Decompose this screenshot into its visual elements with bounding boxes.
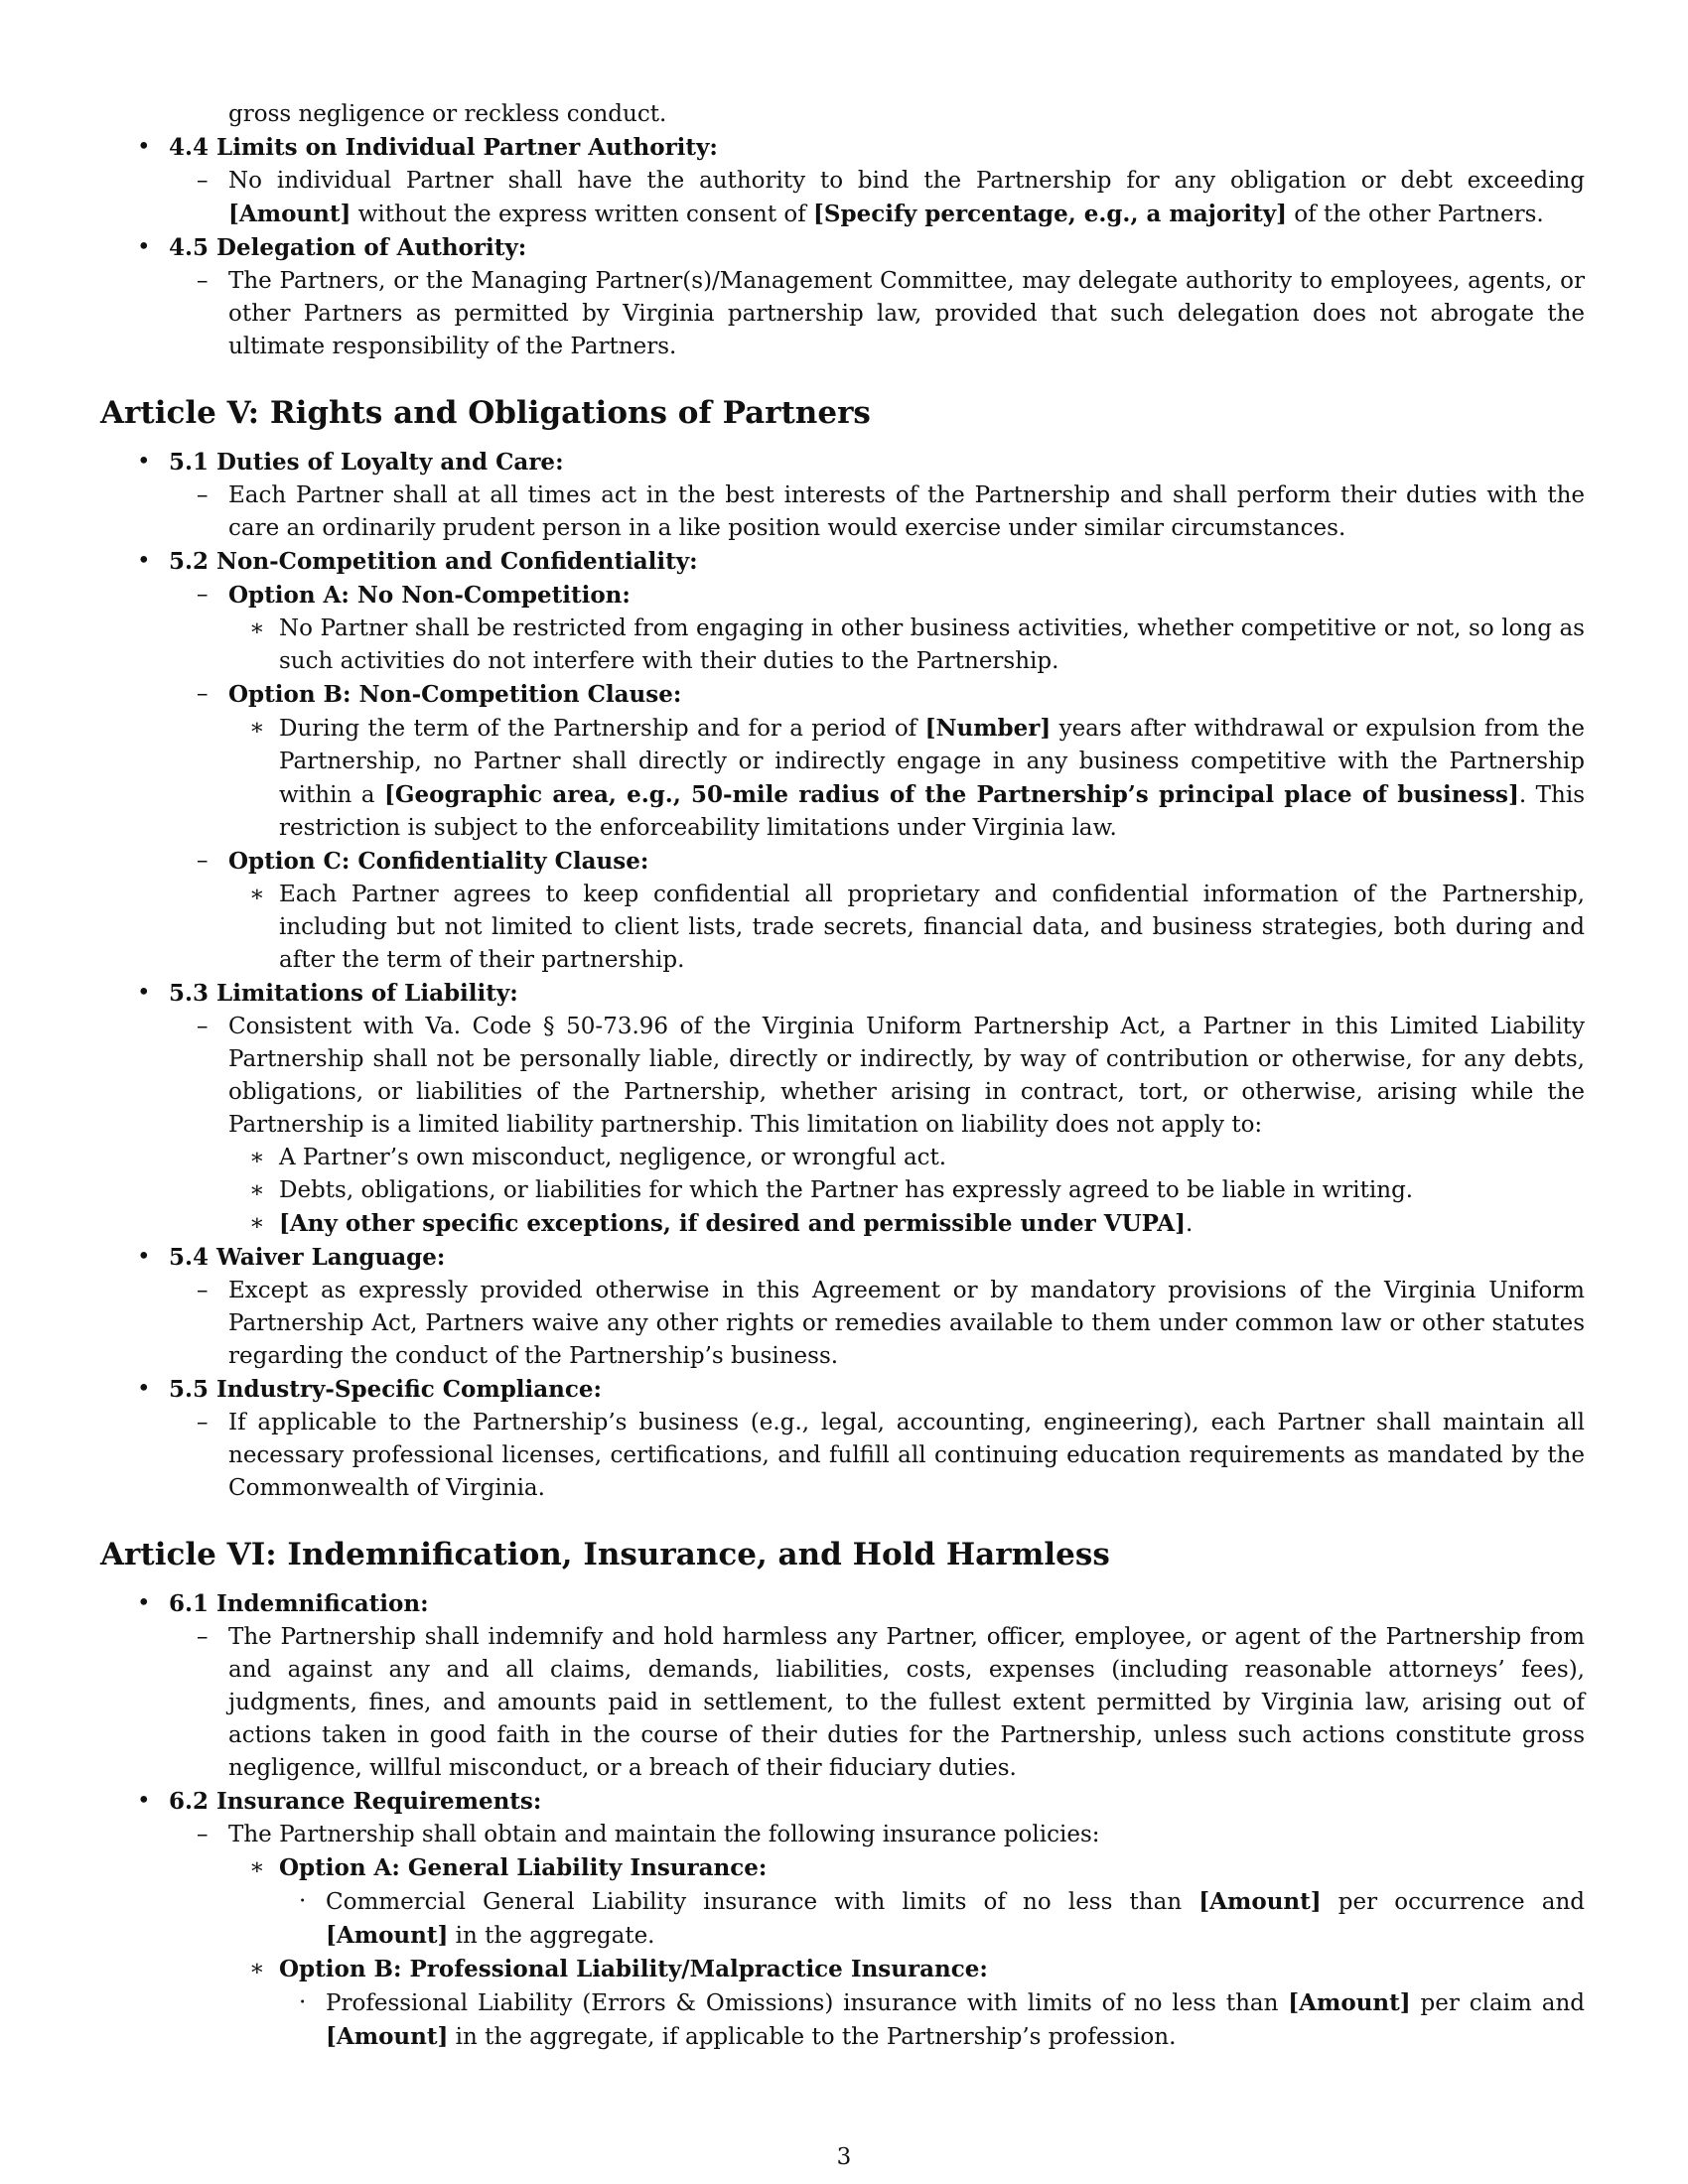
placeholder-field: [Amount]: [1198, 1888, 1322, 1915]
section-title: 5.3 Limitations of Liability:: [169, 980, 518, 1007]
bullet-marker: •: [137, 1590, 151, 1616]
option-title: Option A: General Liability Insurance:: [279, 1854, 768, 1881]
placeholder-field: [Number]: [924, 715, 1052, 742]
text-run: Except as expressly provided otherwise in this Agreement or by mandatory provisions of the Virginia Uniform Partnership Act, Partners waive any other rights or remedies available to them under common law or other statutes regarding the conduct of the Partnership’s business.: [228, 1278, 1585, 1369]
section-5-5: [100, 1373, 1585, 1407]
placeholder-field: [Any other specific exceptions, if desired and permissible under VUPA]: [279, 1210, 1186, 1237]
text-run: . This restriction is subject to the enforceability limitations under Virginia law.: [279, 782, 1585, 841]
text-run: without the express written consent of: [351, 202, 814, 227]
placeholder-field: [Specify percentage, e.g., a majority]: [813, 201, 1287, 227]
dash-marker: –: [197, 681, 209, 707]
dot-marker: ·: [299, 1888, 307, 1914]
carry-over-text: gross negligence or reckless conduct.: [228, 101, 667, 127]
section-5-5-text: [100, 1407, 1585, 1505]
dash-marker: –: [197, 268, 209, 294]
text-run: A Partner’s own misconduct, negligence, or wrongful act.: [279, 1145, 947, 1170]
star-marker: ∗: [249, 1177, 265, 1203]
text-run: If applicable to the Partnership’s business (e.g., legal, accounting, engineering), each Partner shall maintain all necessary professional licenses, certifications, and fulfill all continuing education requirements as mandated by the Commonwealth of Virginia.: [228, 1410, 1585, 1501]
star-marker: ∗: [249, 1210, 265, 1236]
star-marker: ∗: [249, 615, 265, 641]
bullet-marker: •: [137, 1788, 151, 1814]
text-run: Commercial General Liability insurance with limits of no less than: [326, 1889, 1199, 1915]
section-title: 4.5 Delegation of Authority:: [169, 234, 527, 261]
dash-marker: –: [197, 1278, 209, 1303]
bullet-marker: •: [137, 548, 151, 574]
option-title: Option B: Non-Competition Clause:: [228, 681, 682, 708]
text-run: The Partners, or the Managing Partner(s)/Management Committee, may delegate authority to employees, agents, or other Partners as permitted by Virginia partnership law, provided that such delegation does not abrogate the ultimate responsibility of the Partners.: [228, 268, 1585, 359]
star-marker: ∗: [249, 1854, 265, 1880]
section-4-4-text: [100, 165, 1585, 231]
dash-marker: –: [197, 1822, 209, 1847]
insurance-option-b-text: [100, 1986, 1585, 2054]
option-title: Option C: Confidentiality Clause:: [228, 848, 649, 875]
text-run: During the term of the Partnership and for a period of: [279, 716, 925, 742]
option-c-title: [100, 845, 1585, 879]
text-run: per claim and: [1410, 1990, 1585, 2016]
section-5-3-text: [100, 1011, 1585, 1142]
text-run: No Partner shall be restricted from engaging in other business activities, whether competitive or not, so long as such activities do not interfere with their duties to the Partnership.: [279, 615, 1585, 674]
section-5-1-text: [100, 479, 1585, 545]
placeholder-field: [Geographic area, e.g., 50-mile radius of the Partnership’s principal place of business]: [383, 781, 1519, 808]
option-c-text: [100, 879, 1585, 977]
section-title: 5.2 Non-Competition and Confidentiality:: [169, 548, 698, 575]
option-b-text: [100, 712, 1585, 845]
insurance-option-a-title: [100, 1851, 1585, 1885]
option-a-text: [100, 613, 1585, 678]
section-title: 5.1 Duties of Loyalty and Care:: [169, 449, 564, 476]
option-a-title: [100, 579, 1585, 613]
text-run: The Partnership shall indemnify and hold harmless any Partner, officer, employee, or agent of the Partnership from and against any and all claims, demands, liabilities, costs, expenses (including reasonable attorneys’ fees), judgments, fines, and amounts paid in settlement, to the fullest extent permitted by Virginia law, arising out of actions taken in good faith in the course of their duties for the Partnership, unless such actions constitute gross negligence, willful misconduct, or a breach of their fiduciary duties.: [228, 1624, 1585, 1781]
section-4-4: [100, 131, 1585, 165]
exception-item: [100, 1142, 1585, 1174]
text-run: The Partnership shall obtain and maintain the following insurance policies:: [228, 1822, 1100, 1847]
section-4-5-text: [100, 265, 1585, 363]
text-run: Debts, obligations, or liabilities for which the Partner has expressly agreed to be liable in writing.: [279, 1177, 1414, 1203]
dash-marker: –: [197, 482, 209, 508]
section-6-2: [100, 1785, 1585, 1819]
dash-marker: –: [197, 582, 209, 608]
section-title: 6.1 Indemnification:: [169, 1590, 429, 1617]
bullet-marker: •: [137, 1244, 151, 1270]
section-6-2-intro: [100, 1819, 1585, 1851]
bullet-marker: •: [137, 449, 151, 475]
section-6-1-text: [100, 1621, 1585, 1785]
option-title: Option B: Professional Liability/Malpractice Insurance:: [279, 1956, 988, 1982]
text-run: in the aggregate.: [448, 1923, 655, 1949]
section-4-5: [100, 231, 1585, 265]
dot-marker: ·: [299, 1989, 307, 2015]
bullet-marker: •: [137, 234, 151, 260]
placeholder-field: [Amount]: [228, 201, 352, 227]
exception-item: [100, 1174, 1585, 1207]
exception-item: [100, 1207, 1585, 1241]
star-marker: ∗: [249, 715, 265, 741]
placeholder-field: [Amount]: [326, 2023, 449, 2050]
section-5-4: [100, 1241, 1585, 1275]
dash-marker: –: [197, 168, 209, 194]
placeholder-field: [Amount]: [326, 1922, 449, 1949]
dash-marker: –: [197, 1624, 209, 1650]
star-marker: ∗: [249, 882, 265, 907]
bullet-marker: •: [137, 134, 151, 160]
insurance-option-b-title: [100, 1953, 1585, 1986]
text-run: Each Partner agrees to keep confidential all proprietary and confidential information of the Partnership, including but not limited to client lists, trade secrets, financial data, and business strategies, both during and after the term of their partnership.: [279, 882, 1585, 973]
insurance-option-a-text: [100, 1885, 1585, 1953]
placeholder-field: [Amount]: [1288, 1989, 1411, 2016]
bullet-marker: •: [137, 980, 151, 1006]
text-run: in the aggregate, if applicable to the Partnership’s profession.: [448, 2024, 1177, 2050]
section-5-2: [100, 545, 1585, 579]
section-5-1: [100, 446, 1585, 479]
text-run: Consistent with Va. Code § 50-73.96 of the Virginia Uniform Partnership Act, a Partner in this Limited Liability Partnership shall not be personally liable, directly or indirectly, by way of contribution or otherwise, for any debts, obligations, or liabilities of the Partnership, whether arising in contract, tort, or otherwise, arising while the Partnership is a limited liability partnership. This limitation on liability does not apply to:: [228, 1014, 1585, 1138]
section-title: 6.2 Insurance Requirements:: [169, 1788, 542, 1815]
text-run: Professional Liability (Errors & Omissions) insurance with limits of no less than: [326, 1990, 1289, 2016]
section-5-4-text: [100, 1275, 1585, 1373]
text-run: years after withdrawal or expulsion from the Partnership, no Partner shall directly or indirectly engage in any business competitive with the Partnership within a: [279, 716, 1585, 808]
bullet-marker: •: [137, 1376, 151, 1402]
text-run: of the other Partners.: [1287, 202, 1544, 227]
option-b-title: [100, 678, 1585, 712]
section-title: 5.4 Waiver Language:: [169, 1244, 446, 1271]
article-5-heading: Article V: Rights and Obligations of Partners: [100, 395, 871, 431]
section-title: 5.5 Industry-Specific Compliance:: [169, 1376, 603, 1403]
star-marker: ∗: [249, 1145, 265, 1170]
text-run: .: [1186, 1211, 1194, 1237]
text-run: No individual Partner shall have the authority to bind the Partnership for any obligation or debt exceeding: [228, 168, 1585, 194]
dash-marker: –: [197, 1014, 209, 1039]
section-6-1: [100, 1587, 1585, 1621]
section-title: 4.4 Limits on Individual Partner Authority:: [169, 134, 718, 161]
page-content: [100, 98, 1585, 2054]
article-6-heading: Article VI: Indemnification, Insurance, and Hold Harmless: [100, 1537, 1110, 1572]
dash-marker: –: [197, 848, 209, 874]
star-marker: ∗: [249, 1956, 265, 1981]
dash-marker: –: [197, 1410, 209, 1435]
option-title: Option A: No Non-Competition:: [228, 582, 631, 609]
text-run: per occurrence and: [1321, 1889, 1586, 1915]
page-number: 3: [836, 2144, 852, 2170]
section-5-3: [100, 977, 1585, 1011]
text-run: Each Partner shall at all times act in the best interests of the Partnership and shall perform their duties with the care an ordinarily prudent person in a like position would exercise under similar circumstances.: [228, 482, 1585, 541]
